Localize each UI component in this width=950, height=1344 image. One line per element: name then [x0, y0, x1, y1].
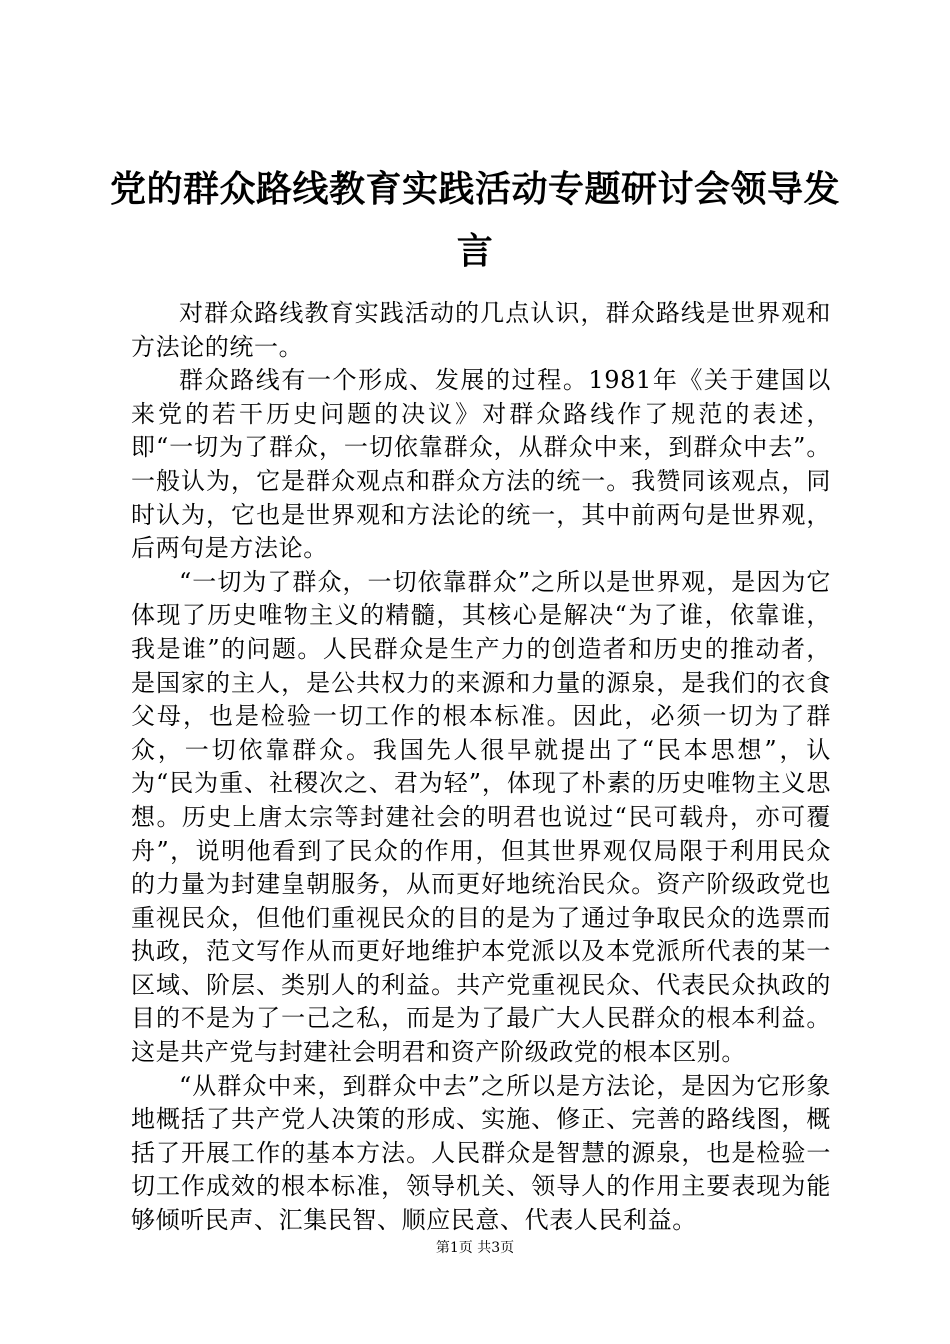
- document-body: [131, 297, 831, 1238]
- paragraph-4: “从群众中来，到群众中去”之所以是方法论，是因为它形象地概括了共产党人决策的形成、实施、修正、完善的路线图，概括了开展工作的基本方法。人民群众是智慧的源泉，也是检验一切工作成效的根本标准，领导机关、领导人的作用主要表现为能够倾听民声、汇集民智、顺应民意、代表人民利益。: [131, 1071, 831, 1235]
- paragraph-2: 群众路线有一个形成、发展的过程。1981年《关于建国以来党的若干历史问题的决议》对群众路线作了规范的表述，即“一切为了群众，一切依靠群众，从群众中来，到群众中去”。一般认为，它是群众观点和群众方法的统一。我赞同该观点，同时认为，它也是世界观和方法论的统一，其中前两句是世界观，后两句是方法论。: [131, 366, 831, 563]
- paragraph-3: “一切为了群众，一切依靠群众”之所以是世界观，是因为它体现了历史唯物主义的精髓，其核心是解决“为了谁，依靠谁，我是谁”的问题。人民群众是生产力的创造者和历史的推动者，是国家的主人，是公共权力的来源和力量的源泉，是我们的衣食父母，也是检验一切工作的根本标准。因此，必须一切为了群众，一切依靠群众。我国先人很早就提出了“民本思想”，认为“民为重、社稷次之、君为轻”，体现了朴素的历史唯物主义思想。历史上唐太宗等封建社会的明君也说过“民可载舟，亦可覆舟”，说明他看到了民众的作用，但其世界观仅局限于利用民众的力量为封建皇朝服务，从而更好地统治民众。资产阶级政党也重视民众，但他们重视民众的目的是为了通过争取民众的选票而执政，范文写作从而更好地维护本党派以及本党派所代表的某一区域、阶层、类别人的利益。共产党重视民众、代表民众执政的目的不是为了一己之私，而是为了最广大人民群众的根本利益。这是共产党与封建社会明君和资产阶级政党的根本区别。: [131, 567, 831, 1067]
- document-title: 党的群众路线教育实践活动专题研讨会领导发言: [110, 168, 841, 272]
- page-number-footer: 第1页 共3页: [435, 1240, 515, 1256]
- paragraph-1: 对群众路线教育实践活动的几点认识，群众路线是世界观和方法论的统一。: [131, 299, 831, 361]
